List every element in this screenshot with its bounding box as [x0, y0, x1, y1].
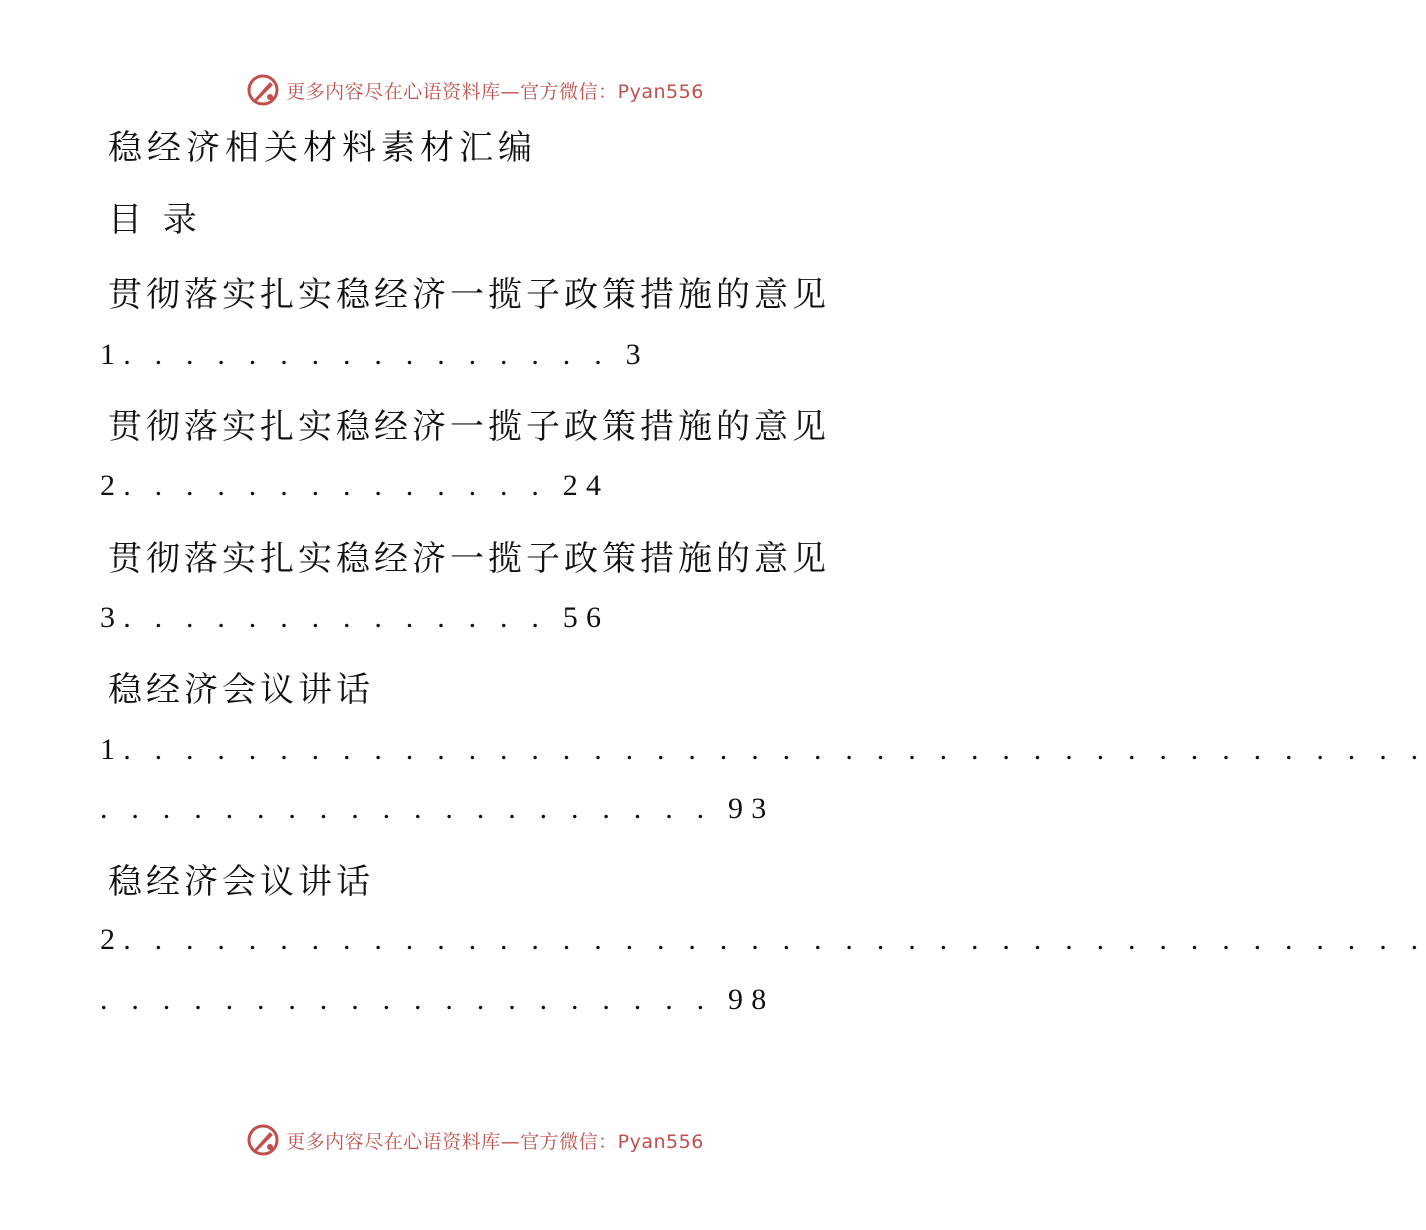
toc-entry-title: 贯彻落实扎实稳经济一揽子政策措施的意见 [108, 407, 830, 447]
toc-entry-title: 贯彻落实扎实稳经济一揽子政策措施的意见 [108, 539, 830, 579]
toc-entry-leader: . . . . . . . . . . . . . . . . . . . . 98 [100, 983, 775, 1016]
toc-heading: 目 录 [108, 200, 202, 240]
quill-pen-icon [246, 1123, 280, 1157]
banner-text: 更多内容尽在心语资料库—官方微信：Pyan556 [286, 1130, 704, 1153]
toc-entry-leader: 2. . . . . . . . . . . . . . . . . . . . . . . . . . . . . . . . . . . . . . . . . . [100, 923, 1426, 956]
toc-entry-leader: 1. . . . . . . . . . . . . . . . . . . . . . . . . . . . . . . . . . . . . . . . . . [100, 733, 1426, 766]
document-title: 稳经济相关材料素材汇编 [108, 128, 537, 168]
footer-banner [0, 1120, 950, 1160]
toc-entry-title: 稳经济会议讲话 [108, 862, 374, 902]
toc-entry-leader: . . . . . . . . . . . . . . . . . . . . 93 [100, 792, 775, 825]
toc-entry-leader: 3. . . . . . . . . . . . . . 56 [100, 601, 610, 634]
toc-entry-title: 贯彻落实扎实稳经济一揽子政策措施的意见 [108, 275, 830, 315]
toc-entry-leader: 1. . . . . . . . . . . . . . . . 3 [100, 338, 649, 371]
toc-entry-title: 稳经济会议讲话 [108, 670, 374, 710]
toc-entry-leader: 2. . . . . . . . . . . . . . 24 [100, 469, 610, 502]
banner-text: 更多内容尽在心语资料库—官方微信：Pyan556 [286, 80, 704, 103]
